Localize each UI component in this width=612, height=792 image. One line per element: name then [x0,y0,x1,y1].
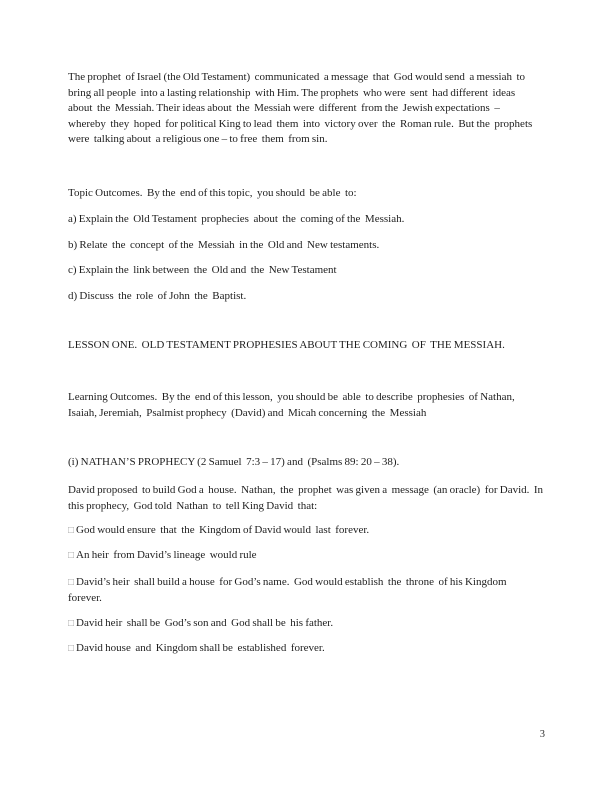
nathan-bullet-5 [68,641,558,657]
bullet-square-icon: □ [68,577,77,588]
topic-outcome-d [68,289,558,305]
learning-outcomes-paragraph-line-1: Learning Outcomes. By the end of this lesson, you should be able to describe prophesies of Nathan, [68,391,515,403]
nathan-bullet-3 [68,575,558,606]
topic-outcome-c-line-1: c) Explain the link between the Old and the New Testament [68,264,337,276]
intro-paragraph-line-1: The prophet of Israel (the Old Testament) communicated a message that God would send a messiah to [68,71,526,83]
nathan-bullet-2-line-1: □ An heir from David’s lineage would rule [68,549,257,561]
nathan-prophecy-heading [68,455,558,471]
intro-paragraph-line-2: bring all people into a lasting relationship with Him. The prophets who were sent had different ideas [68,86,516,99]
document-body [68,0,558,792]
page-number: 3 [539,729,545,740]
nathan-prophecy-paragraph-line-1: David proposed to build God a house. Nathan, the prophet was given a message (an oracle) for David. In [68,484,544,496]
intro-paragraph-line-4: whereby they hoped for political King to lead them into victory over the Roman rule. But the prophets [68,117,533,130]
nathan-bullet-1 [68,523,558,539]
topic-outcomes-intro [68,186,558,202]
nathan-bullet-3-line-1: □ David’s heir shall build a house for God’s name. God would establish the throne of his Kingdom [68,576,507,588]
bullet-square-icon: □ [68,643,77,654]
nathan-bullet-1-line-1: □ God would ensure that the Kingdom of David would last forever. [68,524,370,536]
nathan-bullet-4-line-1: □ David heir shall be God’s son and God shall be his father. [68,617,334,629]
nathan-bullet-3-line-2: forever. [68,591,102,604]
learning-outcomes-paragraph-line-2: Isaiah, Jeremiah, Psalmist prophecy (David) and Micah concerning the Messiah [68,406,427,419]
nathan-prophecy-paragraph-line-2: this prophecy, God told Nathan to tell King David that: [68,499,318,512]
topic-outcome-b-line-1: b) Relate the concept of the Messiah in the Old and New testaments. [68,239,380,251]
topic-outcome-d-line-1: d) Discuss the role of John the Baptist. [68,290,247,302]
nathan-bullet-5-line-1: □ David house and Kingdom shall be established forever. [68,642,325,654]
bullet-square-icon: □ [68,525,77,536]
intro-paragraph [68,70,558,148]
nathan-bullet-2 [68,548,558,564]
topic-outcomes-intro-line-1: Topic Outcomes. By the end of this topic, you should be able to: [68,187,357,199]
learning-outcomes-paragraph [68,390,558,421]
topic-outcome-b [68,238,558,254]
bullet-square-icon: □ [68,550,77,561]
nathan-bullet-4 [68,616,558,632]
topic-outcome-c [68,263,558,279]
lesson-one-heading [68,338,558,354]
lesson-one-heading-line-1: LESSON ONE. OLD TESTAMENT PROPHESIES ABOUT THE COMING OF THE MESSIAH. [68,339,505,351]
nathan-prophecy-paragraph [68,483,558,514]
intro-paragraph-line-5: were talking about a religious one – to free them from sin. [68,133,328,146]
topic-outcome-a [68,212,558,228]
nathan-prophecy-heading-line-1: (i) NATHAN’S PROPHECY (2 Samuel 7:3 – 17) and (Psalms 89: 20 – 38). [68,456,400,468]
intro-paragraph-line-3: about the Messiah. Their ideas about the Messiah were different from the Jewish expectations – [68,102,500,115]
bullet-square-icon: □ [68,618,77,629]
topic-outcome-a-line-1: a) Explain the Old Testament prophecies about the coming of the Messiah. [68,213,405,225]
